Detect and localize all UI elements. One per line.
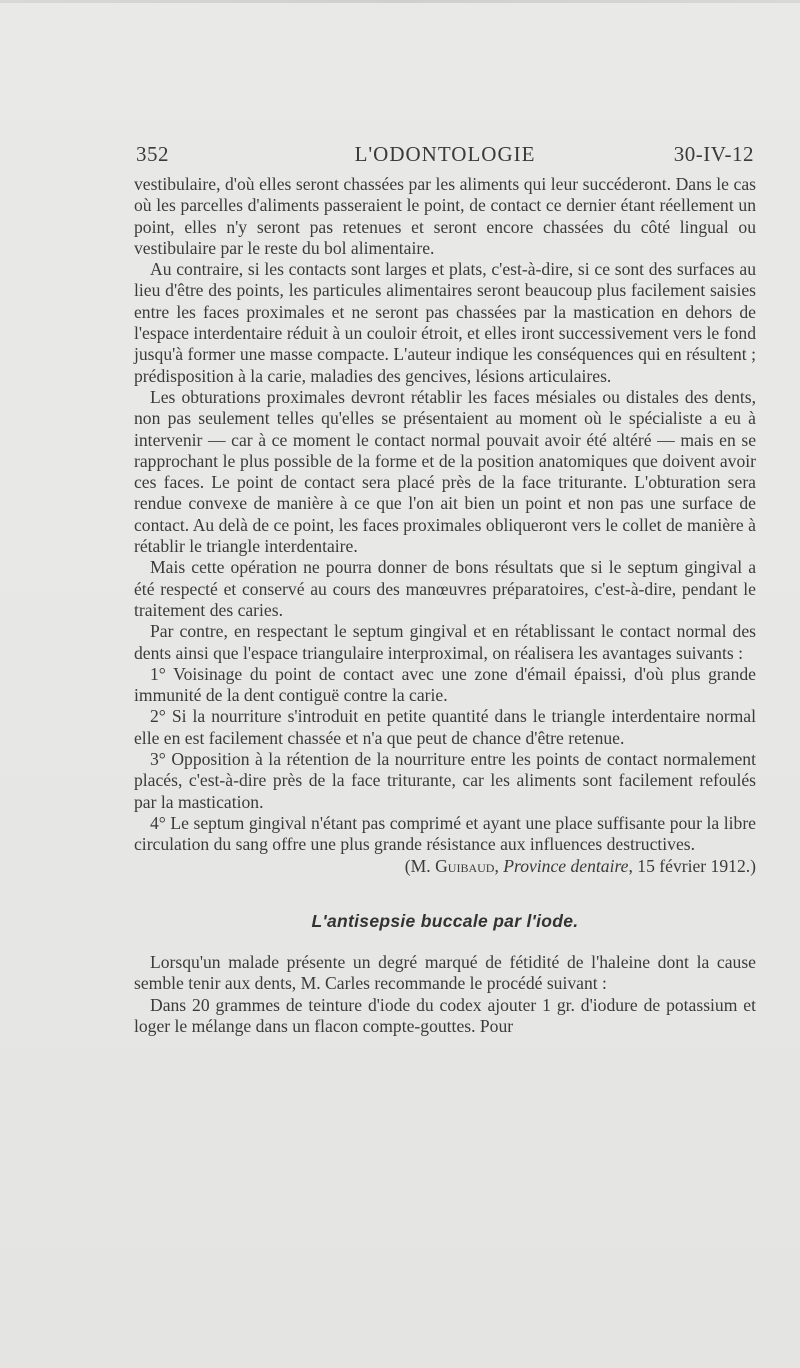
article-body xyxy=(134,174,756,1037)
paragraph: Les obturations proximales devront rétablir les faces mésiales ou distales des dents, non pas seulement telles qu'elles se présentaient au moment où le spécialiste a eu à intervenir — car à ce moment le contact normal pouvait avoir été altéré — mais en se rapprochant le plus possible de la forme et de la position anatomiques que doivent avoir ces faces. Le point de contact sera placé près de la face triturante. L'obturation sera rendue convexe de manière à ce que l'on ait bien un point et non pas une surface de contact. Au delà de ce point, les faces proximales obliqueront vers le collet de manière à rétablir le triangle interdentaire. xyxy=(134,386,756,557)
issue-date: 30-IV-12 xyxy=(673,142,754,166)
list-item: 3° Opposition à la rétention de la nourriture entre les points de contact normalement placés, c'est-à-dire près de la face triturante, car les aliments sont facilement refoulés par la mastication. xyxy=(134,749,756,812)
paragraph: Par contre, en respectant le septum gingival et en rétablissant le contact normal des dents ainsi que l'espace triangulaire interproximal, on réalisera les avantages suivants : xyxy=(134,621,756,663)
paragraph: Au contraire, si les contacts sont larges et plats, c'est-à-dire, si ce sont des surfaces au lieu d'être des points, les particules alimentaires seront beaucoup plus facilement saisies entre les faces proximales et ne seront pas chassées par la mastication en dehors de l'espace interdentaire réduit à un couloir étroit, et elles iront successivement vers le fond jusqu'à former une masse compacte. L'auteur indique les conséquences qui en résultent ; prédisposition à la carie, maladies des gencives, lésions articulaires. xyxy=(134,259,756,386)
citation xyxy=(134,856,756,877)
paragraph: Dans 20 grammes de teinture d'iode du codex ajouter 1 gr. d'iodure de potassium et loger le mélange dans un flacon compte-gouttes. Pour xyxy=(134,994,756,1036)
page-number: 352 xyxy=(136,142,169,166)
paragraph: Lorsqu'un malade présente un degré marqué de fétidité de l'haleine dont la cause semble tenir aux dents, M. Carles recommande le procédé suivant : xyxy=(134,952,756,994)
running-head xyxy=(136,142,754,170)
citation-date: , 15 février 1912.) xyxy=(628,855,756,876)
list-item: 1° Voisinage du point de contact avec une zone d'émail épaissi, d'où plus grande immunité de la dent contiguë contre la carie. xyxy=(134,663,756,706)
page-top-edge xyxy=(0,0,800,3)
citation-author: Guibaud xyxy=(435,855,495,876)
paragraph: vestibulaire, d'où elles seront chassées par les aliments qui leur succéderont. Dans le cas où les parcelles d'aliments passeraient le point, de contact ce dernier étant réellement un point, elles n'y seront pas retenues et seront encore chassées du côté lingual ou vestibulaire par le reste du bol alimentaire. xyxy=(134,174,756,258)
section-title: L'antisepsie buccale par l'iode. xyxy=(311,910,579,931)
list-item: 4° Le septum gingival n'étant pas comprimé et ayant une place suffisante pour la libre circulation du sang offre une plus grande résistance aux influences destructives. xyxy=(134,812,756,855)
paragraph: Mais cette opération ne pourra donner de bons résultats que si le septum gingival a été respecté et conservé au cours des manœuvres préparatoires, c'est-à-dire, pendant le traitement des caries. xyxy=(134,557,756,620)
journal-title: L'ODONTOLOGIE xyxy=(354,142,536,166)
citation-source: Province dentaire xyxy=(503,855,629,876)
citation-open: (M. xyxy=(404,855,436,876)
citation-separator: , xyxy=(494,855,504,876)
list-item: 2° Si la nourriture s'introduit en petite quantité dans le triangle interdentaire normal elle en est facilement chassée et n'a que peut de chance d'être retenue. xyxy=(134,706,756,748)
